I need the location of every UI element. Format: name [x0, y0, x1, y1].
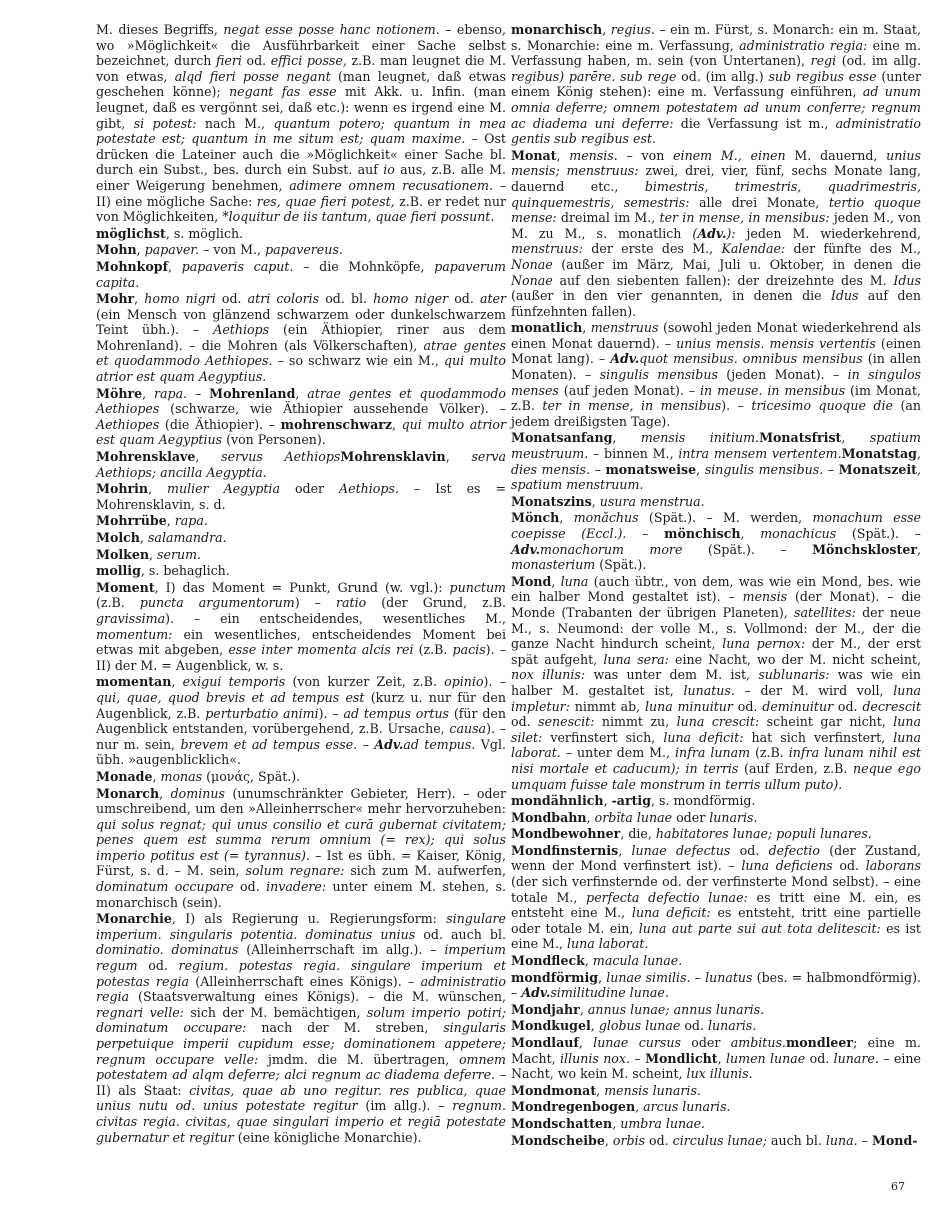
dictionary-entry: Mohrrübe, rapa. [96, 513, 208, 529]
dictionary-entry: Mondmonat, mensis lunaris. [511, 1082, 701, 1098]
dictionary-entry: Moment, I) das Moment = Punkt, Grund (w. vgl.): punctum (z.B. puncta argumentorum) – ratio (der Grund, z.B. gravissima). – ein entscheidendes, wesentliches M., momentum: ein wesentliches, entscheidendes Moment bei etwas mit abgeben, esse inter momenta alcis rei (z.B. pacis). – II) der M. = Augenblick, w. s. [96, 579, 506, 673]
dictionary-entry: Mondscheibe, orbis od. circulus lunae; auch bl. luna. – Mond- [511, 1132, 918, 1148]
dictionary-entry: Mohrin, mulier Aegyptia oder Aethiops. – Ist es = Mohrensklavin, s. d. [96, 481, 507, 512]
dictionary-entry: mondähnlich, -artig, s. mondförmig. [511, 793, 756, 809]
dictionary-entry: Mohr, homo nigri od. atri coloris od. bl. homo niger od. ater (ein Mensch von glänzend schwarzem oder dunkelschwarzem Teint übh.). – Aethiops (ein Äthiopier, riner aus dem Mohrenland). – die Mohren (als Völkerschaften), atrae gentes et quodammodo Aethiopes. – so schwarz wie ein M., qui multo atrior est quam Aegyptius. [96, 291, 507, 385]
dictionary-entry: Mondschatten, umbra lunae. [511, 1115, 706, 1131]
dictionary-entry: Mondkugel, globus lunae od. lunaris. [511, 1018, 757, 1034]
dictionary-entry: M. dieses Begriffs, negat esse posse hanc notionem. – ebenso, wo »Möglichkeit« die Ausführbarkeit einer Sache selbst bezeichnet, durch fieri od. effici posse, z.B. man leugnet die M. von etwas, alqd fieri posse negant (man leugnet, daß etwas geschehen könne); negant fas esse mit Akk. u. Infin. (man leugnet, daß es vergönnt sei, daß etc.): wenn es irgend eine M. gibt, si potest: nach M., quantum potero; quantum in mea potestate est; quantum in me situm est; quam maxime. – Ost drücken die Lateiner auch die »Möglichkeit« einer Sache bl. durch ein Subst., bes. durch ein Subst. auf io aus, z.B. alle M. einer Weigerung benehmen, adimere omnem recusationem. – II) eine mögliche Sache: res, quae fieri potest, z.B. er redet nur von Möglichkeiten, *loquitur de iis tantum, quae fieri possunt. [96, 22, 507, 225]
right-column [511, 22, 921, 1149]
dictionary-entry: mondförmig, lunae similis. – lunatus (bes. = halbmondförmig). – Adv.similitudine lunae. [511, 969, 921, 1001]
dictionary-entry: Mondjahr, annus lunae; annus lunaris. [511, 1001, 765, 1017]
dictionary-entry: Mönch, monăchus (Spät.). – M. werden, monachum esse coepisse (Eccl.). – mönchisch, monachicus (Spät.). – Adv.monachorum more (Spät.). – Mönchskloster, monasterium (Spät.). [511, 510, 922, 573]
dictionary-entry: möglichst, s. möglich. [96, 225, 244, 241]
left-column [96, 22, 506, 1146]
dictionary-entry: mollig, s. behaglich. [96, 563, 230, 579]
dictionary-entry: Monatsanfang, mensis initium.Monatsfrist, spatium meustruum. – binnen M., intra mensem vertentem.Monatstag, dies mensis. – monatsweise, singulis mensibus. – Monatszeit, spatium menstruum. [511, 430, 921, 493]
dictionary-entry: Mondfinsternis, lunae defectus od. defectio (der Zustand, wenn der Mond verfinstert ist). – luna deficiens od. laborans (der sich verfinsternde od. der verfinsterte Mond selbst). – eine totale M., perfecta defectio lunae: es tritt eine M. ein, es entsteht eine M., luna deficit: es entsteht, tritt eine partielle oder totale M. ein, luna aut parte sui aut tota delitescit: es ist eine M., luna laborat. [511, 842, 922, 952]
dictionary-entry: Molken, serum. [96, 546, 202, 562]
dictionary-entry: Möhre, rapa. – Mohrenland, atrae gentes et quodammodo Aethiopes (schwarze, wie Äthiopier aussehende Völker). – Aethiopes (die Äthiopier). – mohrenschwarz, qui multo atrior est quam Aegyptius (von Personen). [96, 385, 506, 448]
dictionary-entry: monarchisch, regius. – ein m. Fürst, s. Monarch: ein m. Staat, s. Monarchie: eine m. Verfassung, administratio regia: eine m. Verfassung haben, m. sein (von Untertanen), regi (od. im allg. regibus) parēre. sub rege od. (im allg.) sub regibus esse (unter einem König stehen): eine m. Verfassung einführen, ad unum omnia deferre; omnem potestatem ad unum conferre; regnum ac diadema uni deferre: die Verfassung ist m., administratio gentis sub regibus est. [511, 22, 921, 147]
dictionary-entry: Mohn, papaver. – von M., papavereus. [96, 242, 343, 258]
dictionary-entry: momentan, exigui temporis (von kurzer Zeit, z.B. opinio). – qui, quae, quod brevis et ad tempus est (kurz u. nur für den Augenblick, z.B. perturbatio animi). – ad tempus ortus (für den Augenblick entstanden, vorübergehend, z.B. Ursache, causa). – nur m. sein, brevem et ad tempus esse. – Adv.ad tempus. Vgl. übh. »augenblicklich«. [96, 674, 507, 768]
page-number: 67 [891, 1180, 905, 1193]
dictionary-entry: Mondbewohner, die, habitatores lunae; populi lunares. [511, 826, 872, 842]
dictionary-entry: Mondregenbogen, arcus lunaris. [511, 1099, 731, 1115]
dictionary-entry: Mohnkopf, papaveris caput. – die Mohnköpfe, papaverum capita. [96, 258, 506, 290]
dictionary-entry: Molch, salamandra. [96, 530, 227, 545]
dictionary-entry: Monarchie, I) als Regierung u. Regierungsform: singulare imperium. singularis potentia. dominatus unius od. auch bl. dominatio. dominatus (Alleinherrschaft im allg.). – imperium regum od. regium. potestas regia. singulare imperium et potestas regia (Alleinherrschaft eines Königs). – administratio regia (Staatsverwaltung eines Königs). – die M. wünschen, regnari velle: sich der M. bemächtigen, solum imperio potiri; dominatum occupare: nach der M. streben, singularis perpetuique imperii cupidum esse; dominationem appetere; regnum occupare velle: jmdm. die M. übertragen, omnem potestatem ad alqm deferre; alci regnum ac diadema deferre. – II) als Staat: civitas, quae ab uno regitur. res publica, quae unius nutu od. unius potestate regitur (im allg.). – regnum. civitas regia. civitas, quae singulari imperio et regiā potestate gubernatur et regitur (eine königliche Monarchie). [96, 911, 507, 1145]
dictionary-entry: monatlich, menstruus (sowohl jeden Monat wiederkehrend als einen Monat dauernd). – unius mensis. mensis vertentis (einen Monat lang). – Adv.quot mensibus. omnibus mensibus (in allen Monaten). – singulis mensibus (jeden Monat). – in singulos menses (auf jeden Monat). – in meuse. in mensibus (im Monat, z.B. ter in mense, in mensibus). – tricesimo quoque die (an jedem dreißigsten Tage). [511, 320, 922, 429]
dictionary-entry: Mohrensklave, servus AethiopsMohrensklavin, serva Aethiops; ancilla Aegyptia. [96, 449, 507, 480]
dictionary-entry: Monat, mensis. – von einem M., einen M. dauernd, unius mensis; menstruus: zwei, drei, vier, fünf, sechs Monate lang, dauernd etc., bimestris, trimestris, quadrimestris, quinquemestris, semestris: alle drei Monate, tertio quoque mense: dreimal im M., ter in mense, in mensibus: jeden M., von M. zu M., s. monatlich (Adv.): jeden M. wiederkehrend, menstruus: der erste des M., Kalendae: der fünfte des M., Nonae (außer im März, Mai, Juli u. Oktober, in denen die Nonae auf den siebenten fallen): der dreizehnte des M. Idus (außer in den vier genannten, in denen die Idus auf den fünfzehnten fallen). [511, 147, 922, 319]
dictionary-entry: Mondbahn, orbĭta lunae oder lunaris. [511, 809, 758, 825]
dictionary-entry: Mondfleck, macula lunae. [511, 953, 683, 969]
dictionary-entry: Mond, luna (auch übtr., von dem, was wie ein Mond, bes. wie ein halber Mond gestaltet ist). – mensis (der Monat). – die Monde (Trabanten der übrigen Planeten), satellites: der neue M., s. Neumond: der volle M., s. Vollmond: der M., der die ganze Nacht hindurch scheint, luna pernox: der M., der erst spät aufgeht, luna sera: eine Nacht, wo der M. nicht scheint, nox illunis: was unter dem M. ist, sublunaris: was wie ein halber M. gestaltet ist, lunatus. – der M. wird voll, luna impletur: nimmt ab, luna minuitur od. deminuitur od. decrescit od. senescit: nimmt zu, luna crescit: scheint gar nicht, luna silet: verfinstert sich, luna deficit: hat sich verfinstert, luna laborat. – unter dem M., infra lunam (z.B. infra lunam nihil est nisi mortale et caducum); in terris (auf Erden, z.B. neque ego umquam fuisse tale monstrum in terris ullum puto). [511, 573, 922, 792]
dictionary-entry: Monarch, dominus (unumschränkter Gebieter, Herr). – oder umschreibend, um den »Alleinherrscher« mehr hervorzuheben: qui solus regnat; qui unus consilio et curā gubernat civitatem; penes quem est summa rerum omnium (= rex); qui solus imperio potitus est (= tyrannus). – Ist es übh. = Kaiser, König, Fürst, s. d. – M. sein, solum regnare: sich zum M. aufwerfen, dominatum occupare od. invadere: unter einem M. stehen, s. monarchisch (sein). [96, 785, 507, 910]
dictionary-entry: Monade, monas (μονάς, Spät.). [96, 768, 301, 784]
dictionary-entry: Monatszins, usura menstrua. [511, 493, 705, 509]
dictionary-entry: Mondlauf, lunae cursus oder ambitus.mondleer; eine m. Macht, illunis nox. – Mondlicht, lumen lunae od. lunare. – eine Nacht, wo kein M. scheint, lux illunis. [511, 1035, 921, 1082]
